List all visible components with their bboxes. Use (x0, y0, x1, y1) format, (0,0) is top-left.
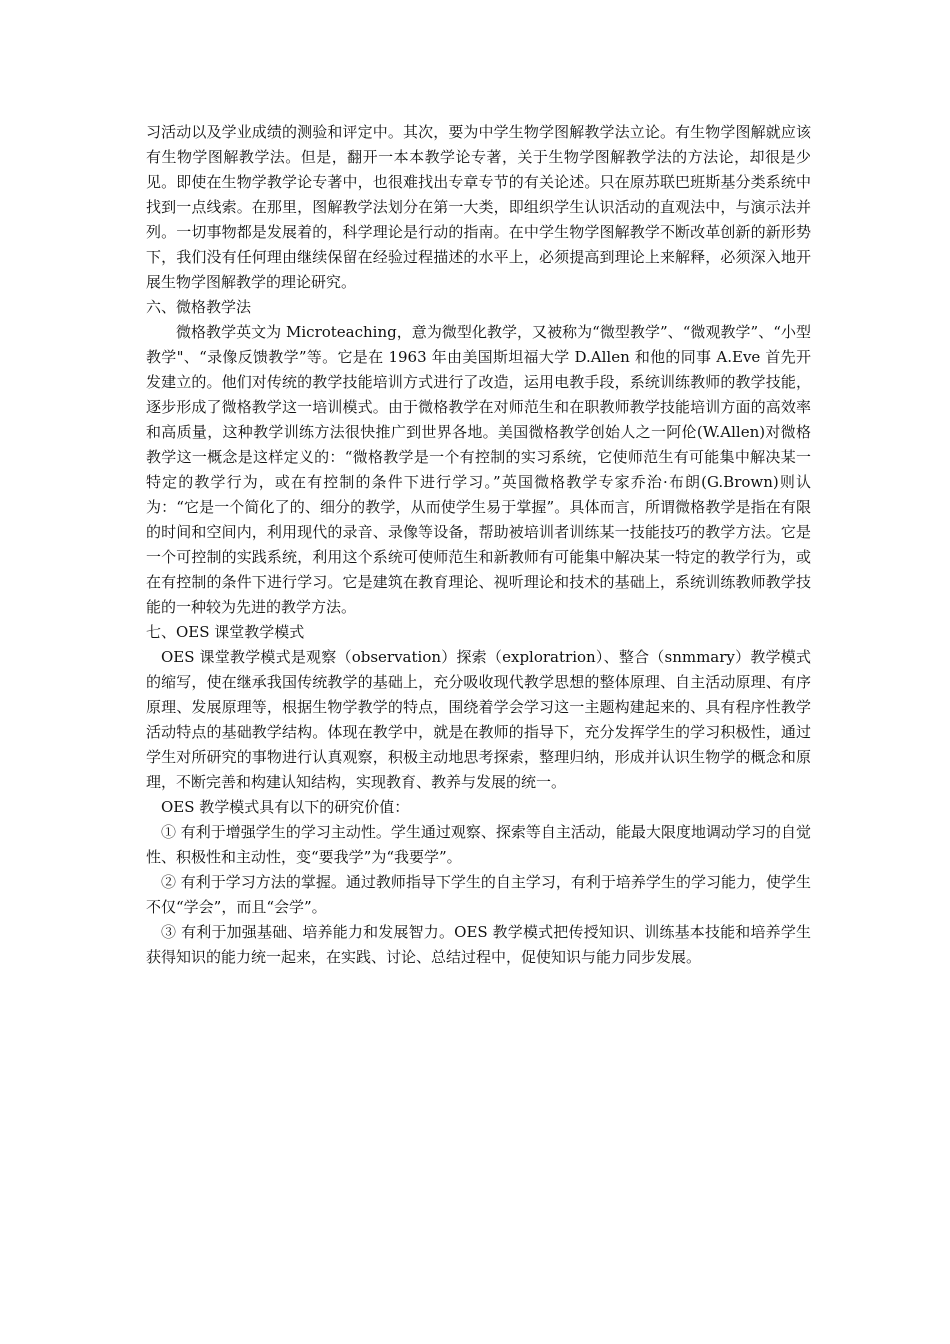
paragraph-oes-definition: OES 课堂教学模式是观察（observation）探索（exploratrion）、整合（snmmary）教学模式的缩写，使在继承我国传统教学的基础上，充分吸收现代教学思想的整体原理、自主活动原理、有序原理、发展原理等，根据生物学教学的特点，围绕着学会学习这一主题构建起来的、具有程序性教学活动特点的基础教学结构。体现在教学中，就是在教师的指导下，充分发挥学生的学习积极性，通过学生对所研究的事物进行认真观察，积极主动地思考探索，整理归纳，形成并认识生物学的概念和原理，不断完善和构建认知结构，实现教育、教养与发展的统一。 (146, 648, 811, 791)
list-item-value-2: ② 有利于学习方法的掌握。通过教师指导下学生的自主学习，有利于培养学生的学习能力，使学生不仅“学会”，而且“会学”。 (146, 873, 811, 916)
paragraph-biology-diagram-method: 习活动以及学业成绩的测验和评定中。其次，要为中学生物学图解教学法立论。有生物学图解就应该有生物学图解教学法。但是，翻开一本本教学论专著，关于生物学图解教学法的方法论，却很是少见。即使在生物学教学论专著中，也很难找出专章专节的有关论述。只在原苏联巴班斯基分类系统中找到一点线索。在那里，图解教学法划分在第一大类，即组织学生认识活动的直观法中，与演示法并列。一切事物都是发展着的，科学理论是行动的指南。在中学生物学图解教学不断改革创新的新形势下，我们没有任何理由继续保留在经验过程描述的水平上，必须提高到理论上来解释，必须深入地开展生物学图解教学的理论研究。 (146, 123, 811, 291)
paragraph-microteaching: 微格教学英文为 Microteaching，意为微型化教学，又被称为“微型教学”、“微观教学”、“小型教学"、“录像反馈教学”等。它是在 1963 年由美国斯坦福大学 D.Allen 和他的同事 A.Eve 首先开发建立的。他们对传统的教学技能培训方式进行了改造，运用电教手段，系统训练教师的教学技能，逐步形成了微格教学这一培训模式。由于微格教学在对师范生和在职教师教学技能培训方面的高效率和高质量，这种教学训练方法很快推广到世界各地。美国微格教学创始人之一阿伦(W.Allen)对微格教学这一概念是这样定义的：“微格教学是一个有控制的实习系统，它使师范生有可能集中解决某一特定的教学行为，或在有控制的条件下进行学习。”英国微格教学专家乔治·布朗(G.Brown)则认为：“它是一个简化了的、细分的教学，从而使学生易于掌握”。具体而言，所谓微格教学是指在有限的时间和空间内，利用现代的录音、录像等设备，帮助被培训者训练某一技能技巧的教学方法。它是一个可控制的实践系统，利用这个系统可使师范生和新教师有可能集中解决某一特定的教学行为，或在有控制的条件下进行学习。它是建筑在教育理论、视听理论和技术的基础上，系统训练教师教学技能的一种较为先进的教学方法。 (146, 323, 811, 616)
list-item-value-3: ③ 有利于加强基础、培养能力和发展智力。OES 教学模式把传授知识、训练基本技能和培养学生获得知识的能力统一起来，在实践、讨论、总结过程中，促使知识与能力同步发展。 (146, 923, 811, 966)
document-page (146, 120, 811, 970)
list-item-value-1: ① 有利于增强学生的学习主动性。学生通过观察、探索等自主活动，能最大限度地调动学习的自觉性、积极性和主动性，变“要我学”为“我要学”。 (146, 823, 811, 866)
heading-microteaching: 六、微格教学法 (146, 298, 252, 316)
heading-oes-model: 七、OES 课堂教学模式 (146, 623, 305, 641)
paragraph-oes-value-intro: OES 教学模式具有以下的研究价值： (161, 798, 410, 816)
